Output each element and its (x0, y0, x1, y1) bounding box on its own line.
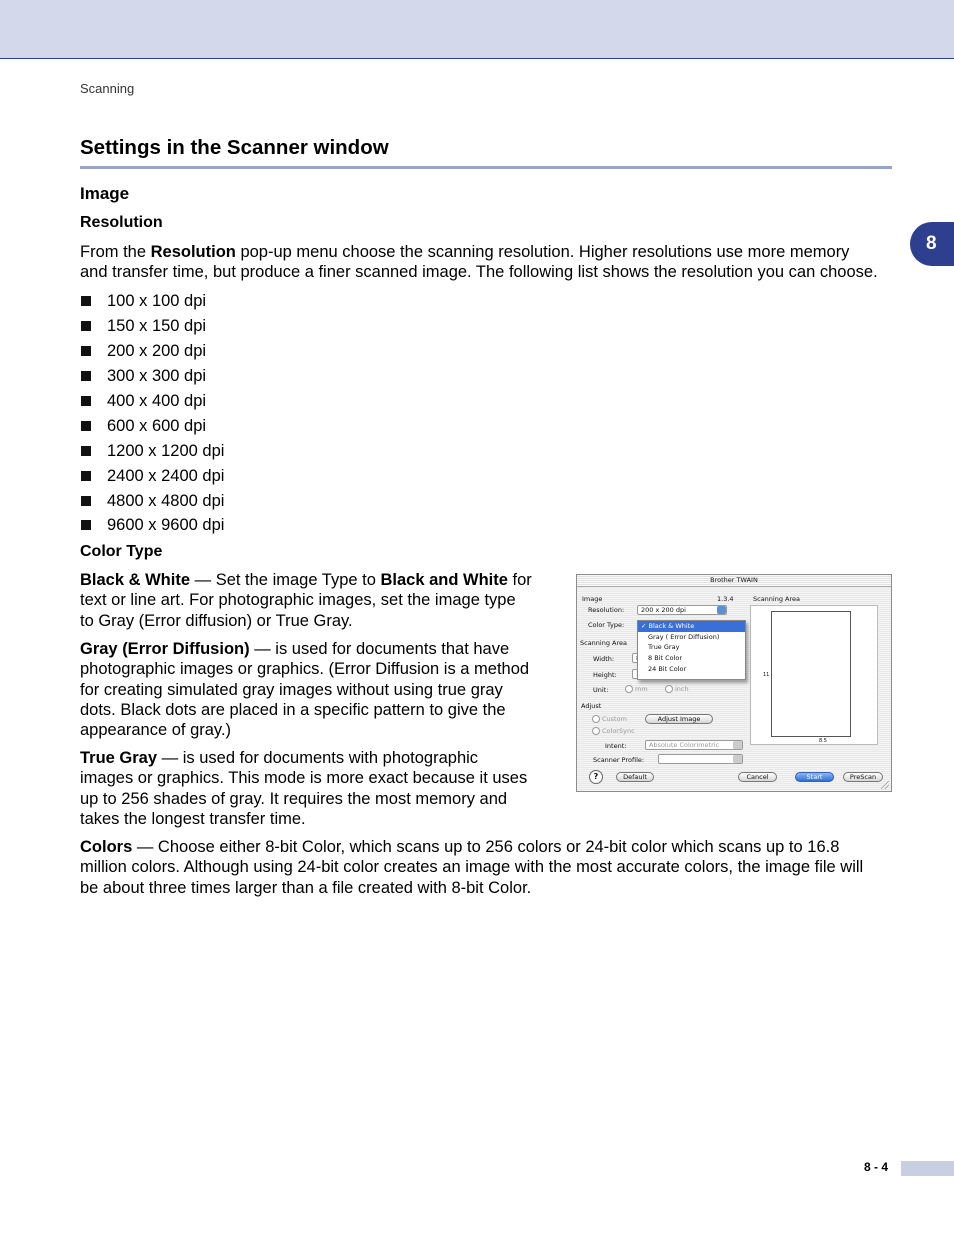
scanning-area-preview-label: Scanning Area (753, 595, 800, 603)
radio-icon (625, 685, 633, 693)
list-item: 2400 x 2400 dpi (80, 463, 224, 488)
true-gray-paragraph: True Gray — is used for documents with photographic images or graphics. This mode is more exact because it uses up to 256 shades of gray. It requires the most memory and takes the longest transfer time. (80, 749, 528, 828)
square-bullet-icon (81, 520, 91, 530)
breadcrumb: Scanning (80, 81, 135, 96)
footer-bar (901, 1161, 954, 1176)
select-arrows-icon (733, 741, 742, 749)
adjust-section-label: Adjust (581, 702, 602, 710)
color-type-label: Color Type: (588, 621, 625, 629)
square-bullet-icon (81, 421, 91, 431)
chapter-tab[interactable]: 8 (910, 222, 954, 266)
square-bullet-icon (81, 346, 91, 356)
resolution-select[interactable]: 200 x 200 dpi (637, 605, 727, 615)
section-title: Settings in the Scanner window (80, 136, 389, 159)
height-label: Height: (593, 671, 617, 679)
menu-item[interactable]: Gray ( Error Diffusion) (648, 632, 720, 641)
resolution-label: Resolution: (588, 606, 625, 614)
square-bullet-icon (81, 371, 91, 381)
color-type-menu (637, 620, 746, 680)
dialog-title: Brother TWAIN (577, 575, 891, 587)
width-label: Width: (593, 655, 615, 663)
menu-item[interactable]: 24 Bit Color (648, 664, 687, 673)
page-number: 8 - 4 (864, 1160, 889, 1174)
unit-label: Unit: (593, 686, 609, 694)
colors-paragraph: Colors — Choose either 8-bit Color, which scans up to 256 colors or 24-bit color which scans up to 16.8 million colors. Although using 24-bit color creates an image with the most accurate colors, the image file will be about three times larger than a file created with 8-bit Color. (80, 838, 864, 897)
radio-icon (592, 715, 600, 723)
square-bullet-icon (81, 496, 91, 506)
header-band (0, 0, 954, 59)
square-bullet-icon (81, 446, 91, 456)
image-section-label: Image (582, 595, 603, 603)
scanner-profile-select[interactable] (658, 754, 743, 764)
scanner-profile-label: Scanner Profile: (593, 756, 645, 764)
square-bullet-icon (81, 471, 91, 481)
radio-icon (665, 685, 673, 693)
unit-mm-radio[interactable]: mm (625, 685, 648, 693)
menu-item[interactable]: 8 Bit Color (648, 654, 683, 663)
default-button[interactable]: Default (616, 772, 654, 782)
select-arrows-icon (717, 606, 726, 614)
square-bullet-icon (81, 321, 91, 331)
scanning-area-section-label: Scanning Area (580, 639, 627, 647)
title-rule (80, 166, 892, 169)
resolution-intro: From the Resolution pop-up menu choose the scanning resolution. Higher resolutions use more memory and transfer time, but produce a finer scanned image. The following list shows the resolution you can choose. (80, 243, 878, 282)
intent-label: Intent: (605, 742, 627, 750)
checkmark-icon: ✓ (641, 622, 647, 630)
intent-select[interactable]: Absolute Colorimetric (645, 740, 743, 750)
list-item: 4800 x 4800 dpi (80, 488, 224, 513)
square-bullet-icon (81, 296, 91, 306)
list-item: 100 x 100 dpi (80, 289, 224, 314)
subsection-title: Image (80, 184, 130, 203)
brother-twain-dialog (576, 574, 892, 792)
gray-error-diffusion-paragraph: Gray (Error Diffusion) — is used for documents that have photographic images or graphics. (Error Diffusion is a method for creating simulated gray images without using true gray dots. Black dots are placed in a specific pattern to give the appearance of gray.) (80, 640, 530, 740)
resize-grip-icon[interactable] (881, 781, 889, 789)
select-arrows-icon (733, 755, 742, 763)
unit-inch-radio[interactable]: inch (665, 685, 689, 693)
list-item: 600 x 600 dpi (80, 413, 224, 438)
prescan-button[interactable]: PreScan (843, 772, 883, 782)
square-bullet-icon (81, 396, 91, 406)
page-outline (771, 611, 851, 737)
help-button[interactable]: ? (589, 770, 603, 784)
start-button[interactable]: Start (795, 772, 834, 782)
list-item: 1200 x 1200 dpi (80, 438, 224, 463)
page-height-label: 11 (763, 672, 770, 678)
list-item: 9600 x 9600 dpi (80, 513, 224, 538)
cancel-button[interactable]: Cancel (738, 772, 777, 782)
resolution-heading: Resolution (80, 214, 163, 231)
list-item: 300 x 300 dpi (80, 364, 224, 389)
color-type-heading: Color Type (80, 543, 163, 560)
radio-icon (592, 727, 600, 735)
custom-radio[interactable]: Custom (592, 715, 627, 723)
version-label: 1.3.4 (717, 595, 734, 603)
list-item: 150 x 150 dpi (80, 314, 224, 339)
list-item: 400 x 400 dpi (80, 389, 224, 414)
page-width-label: 8.5 (819, 738, 827, 744)
menu-item[interactable]: ✓ Black & White (638, 621, 745, 632)
menu-item[interactable]: True Gray (648, 643, 680, 652)
list-item: 200 x 200 dpi (80, 339, 224, 364)
resolution-list (80, 289, 224, 538)
black-white-paragraph: Black & White — Set the image Type to Black and White for text or line art. For photographic images, set the image type to Gray (Error diffusion) or True Gray. (80, 571, 532, 630)
colorsync-radio[interactable]: ColorSync (592, 727, 635, 735)
adjust-image-button[interactable]: Adjust Image (645, 714, 713, 724)
